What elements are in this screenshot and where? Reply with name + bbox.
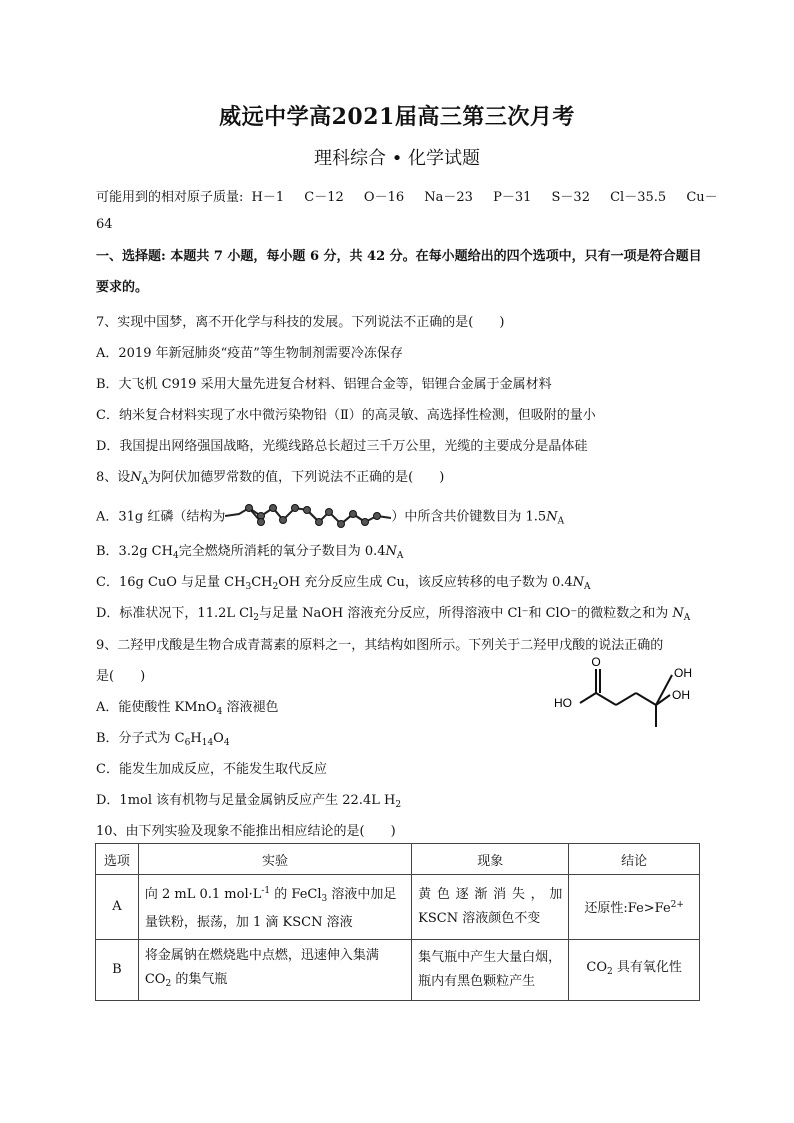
atomic-mass-item: Cu－ (686, 190, 718, 205)
q7-option-d: D．我国提出网络强国战略，光缆线路总长超过三千万公里，光缆的主要成分是晶体硅 (96, 439, 588, 454)
table-row (96, 875, 700, 940)
table-header-cell: 结论 (569, 844, 700, 875)
row-option: B (96, 940, 139, 1001)
q8-stem: 8、设$N_A$为阿伏加德罗常数的值，下列说法不正确的是( ) (96, 470, 445, 487)
red-phosphorus-chain-icon (225, 500, 391, 534)
table-header-cell: 实验 (138, 844, 411, 875)
atomic-mass-item: H－1 (251, 190, 285, 205)
atomic-mass-item: O－16 (363, 190, 405, 205)
row-conclusion: $CO_2$ 具有氧化性 (569, 940, 700, 1001)
q10-table (95, 843, 700, 1001)
table-header-cell: 选项 (96, 844, 139, 875)
section-heading: 一、选择题: 本题共 7 小题，每小题 6 分，共 42 分。在每小题给出的四个选项中，只有一项是符合题目要求的。 (96, 249, 702, 295)
q8-option-c: C．16g CuO 与足量 $CH_3CH_2OH$ 充分反应生成 Cu，该反应转移的电子数为 $0.4N_A$ (96, 575, 591, 592)
row-option: A (96, 875, 139, 940)
struct-oh-top-label: OH (674, 666, 692, 680)
q7-option-b: B．大飞机 C919 采用大量先进复合材料、铝锂合金等，铝锂合金属于金属材料 (96, 377, 552, 392)
atomic-mass-tail: 64 (96, 217, 113, 232)
row-experiment: 向 2 mL 0.1 $mol\cdot L^{-1}$ 的 FeCl$_3$ 溶液中加足量铁粉，振荡，加 1 滴 KSCN 溶液 (138, 875, 411, 940)
struct-o-label: O (591, 655, 601, 669)
row-phenomenon: 集气瓶中产生大量白烟，瓶内有黑色颗粒产生 (412, 940, 569, 1001)
q8-option-a: A．31g 红磷（结构为 ）中所含共价键数目为 $1.5N_A$ (96, 500, 564, 534)
q9-option-c: C．能发生加成反应，不能发生取代反应 (96, 762, 327, 777)
table-header-cell: 现象 (412, 844, 569, 875)
atomic-mass-item: C－12 (304, 190, 344, 205)
q7-option-a: A．2019 年新冠肺炎“疫苗”等生物制剂需要冷冻保存 (96, 346, 403, 361)
q9-option-d: D．1mol 该有机物与足量金属钠反应产生 22.4L $H_2$ (96, 793, 402, 810)
row-conclusion: 还原性$:Fe>Fe^{2+}$ (569, 875, 700, 940)
q10-stem: 10、由下列实验及现象不能推出相应结论的是( ) (96, 824, 396, 839)
q9-stem-line2: 是( ) (96, 669, 146, 684)
q9-stem-line1: 9、二羟甲戊酸是生物合成青蒿素的原料之一，其结构如图所示。下列关于二羟甲戊酸的说法正确的 (96, 638, 664, 653)
page-title: 威远中学高2021届高三第三次月考 (219, 104, 575, 130)
q8-option-d: D．标准状况下，11.2L $Cl_2$与足量 NaOH 溶液充分反应，所得溶液中 Cl⁻和 ClO⁻的微粒数之和为 $N_A$ (96, 606, 691, 623)
atomic-mass-line (96, 186, 718, 205)
atomic-mass-item: P－31 (493, 190, 532, 205)
row-phenomenon: 黄色逐渐消失，加 KSCN 溶液颜色不变 (412, 875, 569, 940)
atomic-mass-prefix: 可能用到的相对原子质量: (96, 190, 244, 205)
q9-option-a: A．能使酸性 KMnO$_4$ 溶液褪色 (96, 700, 279, 717)
atomic-mass-item: S－32 (551, 190, 590, 205)
table-header-row (96, 844, 700, 875)
q7-stem: 7、实现中国梦，离不开化学与科技的发展。下列说法不正确的是( ) (96, 315, 505, 330)
struct-oh-mid-label: OH (672, 688, 690, 702)
q8-option-b: B．3.2g $CH_4$完全燃烧所消耗的氧分子数目为 $0.4N_A$ (96, 544, 404, 561)
atomic-mass-item: Na－23 (424, 190, 473, 205)
q9-option-b: B．分子式为 $C_6H_{14}O_4$ (96, 731, 230, 748)
q7-option-c: C．纳米复合材料实现了水中微污染物铅（Ⅱ）的高灵敏、高选择性检测，但吸附的量小 (96, 408, 596, 423)
mevalonic-acid-structure (552, 655, 712, 735)
struct-ho-label: HO (554, 696, 572, 710)
table-row (96, 940, 700, 1001)
row-experiment: 将金属钠在燃烧匙中点燃，迅速伸入集满 $CO_2$ 的集气瓶 (138, 940, 411, 1001)
page-subtitle: 理科综合 • 化学试题 (313, 148, 481, 169)
atomic-mass-item: Cl－35.5 (610, 190, 667, 205)
